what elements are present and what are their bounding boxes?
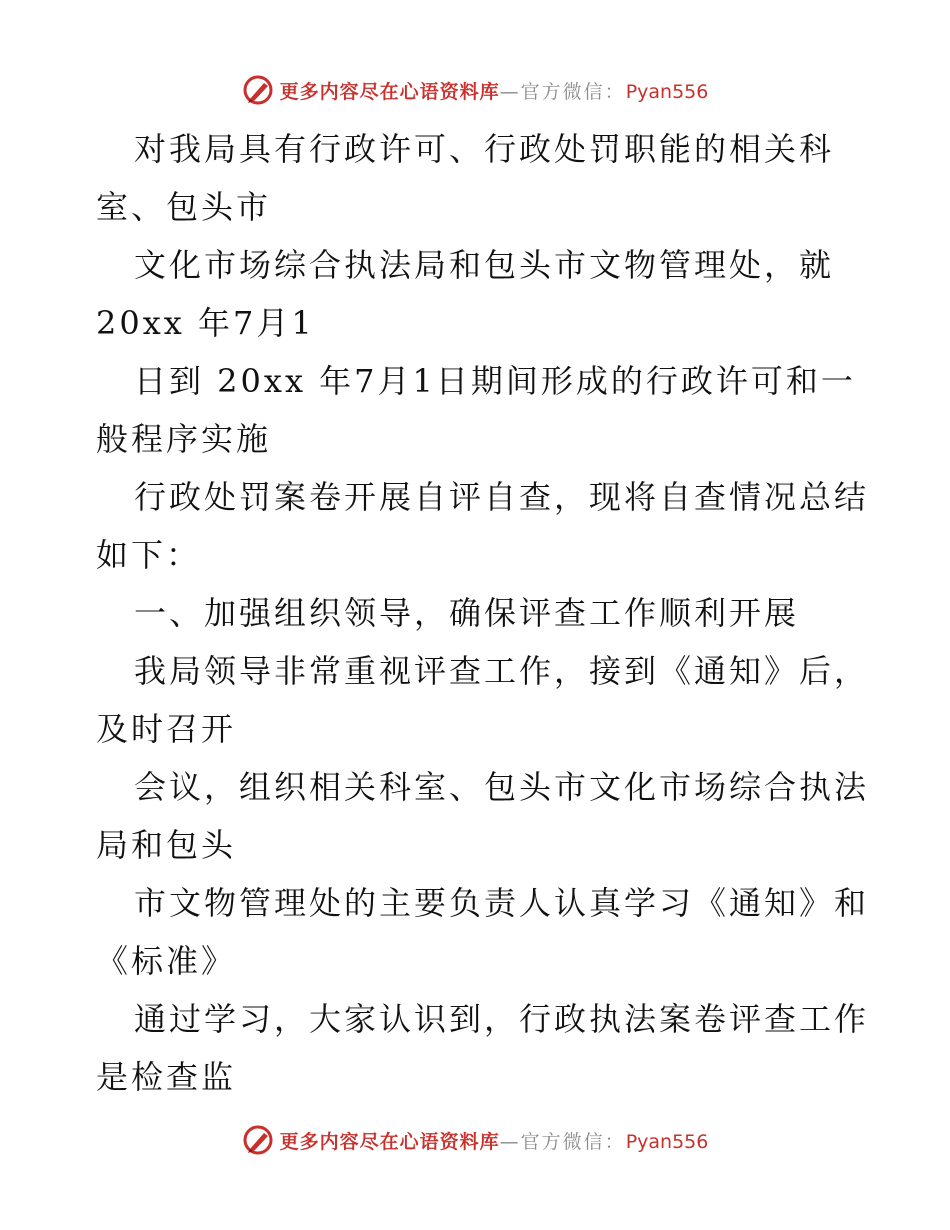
text-line: 《标准》	[96, 942, 237, 980]
document-body	[96, 120, 870, 1106]
banner-text	[280, 77, 709, 104]
text-line: 行政处罚案卷开展自评自查，现将自查情况总结	[134, 478, 870, 516]
header-banner	[0, 70, 950, 110]
banner-dash: —官方微信：	[499, 80, 626, 103]
banner-wechat: Pyan556	[625, 80, 709, 103]
text-line: 20xx 年7月1	[96, 304, 315, 342]
section-heading: 一、加强组织领导，确保评查工作顺利开展	[134, 594, 800, 632]
pen-logo-icon	[242, 74, 274, 106]
text-line: 及时召开	[96, 710, 237, 748]
text-line: 市文物管理处的主要负责人认真学习《通知》和	[134, 884, 870, 922]
text-line: 会议，组织相关科室、包头市文化市场综合执法	[134, 768, 870, 806]
footer-banner	[0, 1120, 950, 1160]
text-line: 如下：	[96, 536, 202, 574]
text-line: 日到 20xx 年7月1日期间形成的行政许可和一	[134, 362, 856, 400]
text-line: 般程序实施	[96, 420, 272, 458]
text-line: 室、包头市	[96, 188, 272, 226]
text-line: 局和包头	[96, 826, 237, 864]
banner-main: 更多内容尽在心语资料库	[279, 80, 500, 103]
text-line: 通过学习，大家认识到，行政执法案卷评查工作	[134, 1000, 870, 1038]
text-line: 是检查监	[96, 1058, 237, 1096]
text-line: 我局领导非常重视评查工作，接到《通知》后，	[134, 652, 870, 690]
banner-dash: —官方微信：	[499, 1130, 626, 1153]
text-line: 对我局具有行政许可、行政处罚职能的相关科	[134, 130, 835, 168]
banner-wechat: Pyan556	[625, 1130, 709, 1153]
pen-logo-icon	[242, 1124, 274, 1156]
banner-main: 更多内容尽在心语资料库	[279, 1130, 500, 1153]
banner-text	[280, 1127, 709, 1154]
text-line: 文化市场综合执法局和包头市文物管理处，就	[134, 246, 835, 284]
